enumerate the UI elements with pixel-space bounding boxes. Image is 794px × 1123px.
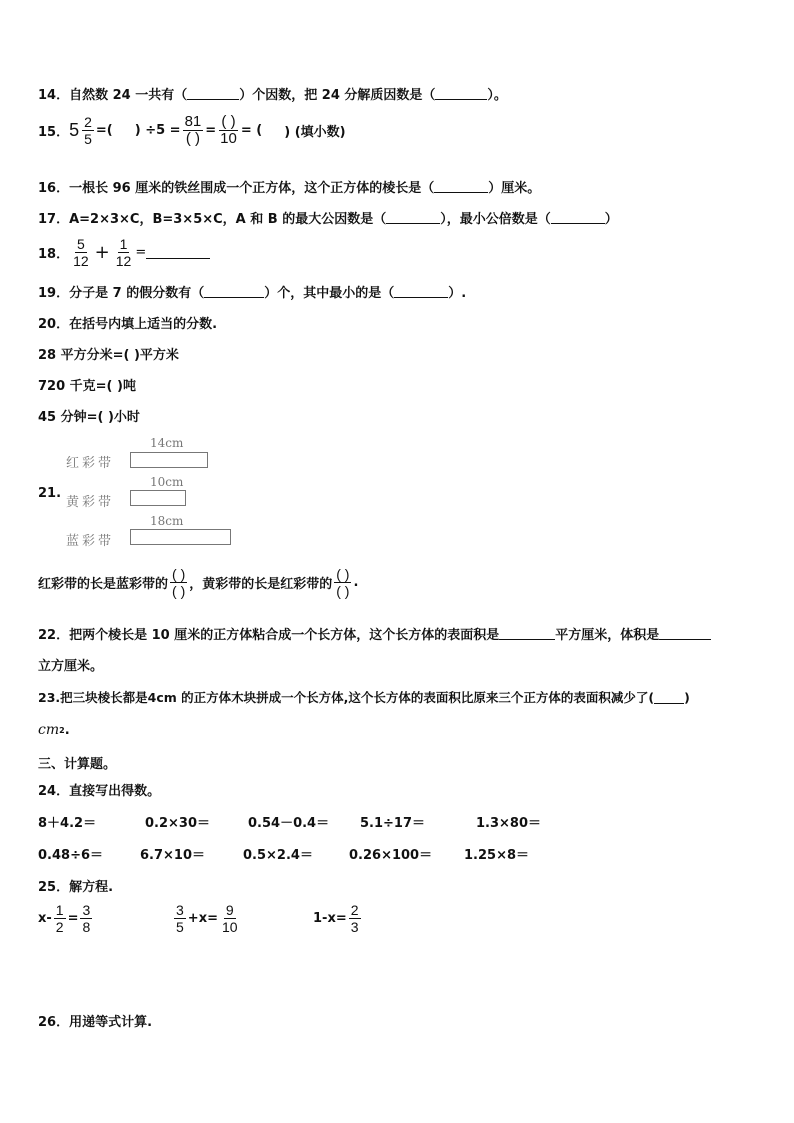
q17-number: 17． [38,212,70,227]
q21-sentence-a: 红彩带的长是蓝彩带的 [38,577,169,592]
q25-eq2-mid: +x= [187,911,218,926]
q25-eq1-fraction-2: $\frac{3}{8}$ [82,902,91,935]
q15-text-c: = ( [240,123,263,138]
question-22 [38,624,711,643]
q19-text-a: 分子是 7 的假分数有（ [69,286,205,301]
q20-line-3-text[interactable]: 45 分钟=( )小时 [38,410,140,425]
calc-item[interactable]: 0.2×30＝ [145,816,211,831]
yellow-ribbon-bar [130,490,186,506]
q22-line-2 [38,655,103,674]
q14-text-b: ）个因数，把 24 分解质因数是（ [239,88,436,103]
question-16 [38,177,540,196]
red-ribbon-bar [130,452,208,468]
q26-text: 用递等式计算. [69,1015,153,1030]
calc-item[interactable]: 6.7×10＝ [140,848,206,863]
q20-text: 在括号内填上适当的分数. [69,317,218,332]
q24-number: 24． [38,784,70,799]
q15-text-b: ) ÷5 = [134,123,181,138]
q18-number: 18． [38,247,70,262]
section-3-heading [38,753,116,772]
q24-text: 直接写出得数。 [69,784,161,799]
q25-eq3-prefix: 1-x= [313,911,347,926]
question-24 [38,780,160,799]
q25-eq2-fraction-2: $\frac{9}{10}$ [221,902,238,935]
q18-eq: = [135,245,147,260]
q25-eq1-prefix: x- [38,911,52,926]
q20-number: 20． [38,317,70,332]
q21-fraction-1[interactable]: $\frac{( )}{( )}$ [172,566,186,599]
q15-text-a: =( [95,123,113,138]
q20-line-1 [38,344,179,363]
q20-line-3 [38,406,140,425]
q23-unit: cm [38,722,60,738]
blue-ribbon-label: 蓝彩带 [66,534,115,549]
q15-number: 15． [38,125,70,140]
q23-number: 23. [38,689,61,705]
blue-ribbon-bar [130,529,231,545]
q23-end: . [64,722,70,738]
q22-text-a: 把两个棱长是 10 厘米的正方体粘合成一个长方体，这个长方体的表面积是 [69,628,500,643]
q19-blank-1[interactable] [204,285,264,298]
q16-text-b: ）厘米。 [488,181,541,196]
q14-text-a: 自然数 24 一共有（ [69,88,188,103]
q23-text-a: 把三块棱长都是4cm 的正方体木块拼成一个长方体,这个长方体的表面积比原来三个正方体的表面积减少了( [60,690,655,705]
q25-text: 解方程. [69,880,114,895]
q17-blank-2[interactable] [551,211,605,224]
q19-text-b: ）个，其中最小的是（ [264,286,395,301]
yellow-ribbon-label: 黄彩带 [66,495,115,510]
q21-sentence [38,566,358,599]
q20-line-2-text[interactable]: 720 千克=( )吨 [38,379,136,394]
q16-number: 16． [38,181,70,196]
q16-blank[interactable] [434,180,488,193]
question-17 [38,208,618,227]
question-18 [38,236,210,269]
q18-blank[interactable] [146,246,210,259]
calc-item[interactable]: 1.25×8＝ [464,848,530,863]
q15-eq: = [205,123,217,138]
q16-text-a: 一根长 96 厘米的铁丝围成一个正方体，这个正方体的棱长是（ [69,181,435,196]
q25-equation-2[interactable] [172,902,242,935]
question-23 [38,688,690,706]
q17-text-c: ） [604,212,618,227]
q21-ribbon-figure [38,434,338,554]
q25-eq1-fraction-1: $\frac{1}{2}$ [55,902,64,935]
q22-blank-1[interactable] [499,627,555,640]
q21-number: 21. [38,486,62,501]
q18-fraction-1: $\frac{5}{12}$ [73,236,89,269]
q22-blank-2[interactable] [659,627,711,640]
question-14 [38,84,507,103]
q14-number: 14． [38,88,70,103]
calc-item[interactable]: 0.54－0.4＝ [248,816,330,831]
q22-text-b: 平方厘米，体积是 [555,628,660,643]
q21-fraction-2[interactable]: $\frac{( )}{( )}$ [336,566,350,599]
red-ribbon-label: 红彩带 [66,456,115,471]
q15-fraction-3: $\frac{( )}{10}$ [220,113,237,147]
q25-equation-1[interactable] [38,902,94,935]
q17-blank-1[interactable] [386,211,440,224]
yellow-ribbon-length: 10cm [150,475,184,489]
q25-equation-3[interactable] [313,902,363,935]
q19-blank-2[interactable] [394,285,448,298]
question-15 [38,114,346,147]
q14-blank-2[interactable] [435,87,487,100]
q23-unit-sup: 2 [59,725,65,735]
q26-number: 26． [38,1015,70,1030]
q14-text-c: ）。 [487,88,507,103]
calc-item[interactable]: 0.48÷6＝ [38,848,104,863]
q18-plus: + [94,242,110,263]
q20-line-2 [38,375,136,394]
q17-text-b: ），最小公倍数是（ [440,212,551,227]
calc-item[interactable]: 1.3×80＝ [476,816,542,831]
calc-item[interactable]: 0.26×100＝ [349,848,433,863]
question-19 [38,282,466,301]
question-20 [38,313,217,332]
q15-whole: 5 [69,120,80,140]
red-ribbon-length: 14cm [150,436,184,450]
q18-fraction-2: $\frac{1}{12}$ [115,236,132,269]
q21-sentence-b: ，黄彩带的长是红彩带的 [189,577,333,592]
q15-fraction-1: $\frac{2}{5}$ [84,114,92,147]
q25-eq2-fraction-1: $\frac{3}{5}$ [176,902,184,935]
calc-item[interactable]: 0.5×2.4＝ [243,848,313,863]
blue-ribbon-length: 18cm [150,514,184,528]
question-26 [38,1011,152,1030]
q22-number: 22． [38,628,70,643]
section-3-title: 三、计算题。 [38,757,117,772]
q25-number: 25． [38,880,70,895]
q21-sentence-c: . [353,575,359,590]
q15-text-d: ) (填小数) [284,125,346,140]
q19-text-c: ）. [448,286,467,301]
q20-line-1-text[interactable]: 28 平方分米=( )平方米 [38,348,179,363]
q23-unit-line [38,722,70,738]
q23-text-b: ) [684,689,690,705]
calc-item[interactable]: 5.1÷17＝ [360,816,426,831]
q14-blank-1[interactable] [187,87,239,100]
calc-item[interactable]: 8＋4.2＝ [38,816,97,831]
q23-blank[interactable] [654,691,684,704]
question-25 [38,876,113,895]
q17-text-a: A=2×3×C，B=3×5×C，A 和 B 的最大公因数是（ [69,212,387,227]
q19-number: 19． [38,286,70,301]
q22-text-c: 立方厘米。 [38,659,104,674]
q15-fraction-2: $\frac{81}{( )}$ [184,113,202,147]
q25-eq1-equals: = [67,911,79,926]
q25-eq3-fraction-1: $\frac{2}{3}$ [350,902,359,935]
